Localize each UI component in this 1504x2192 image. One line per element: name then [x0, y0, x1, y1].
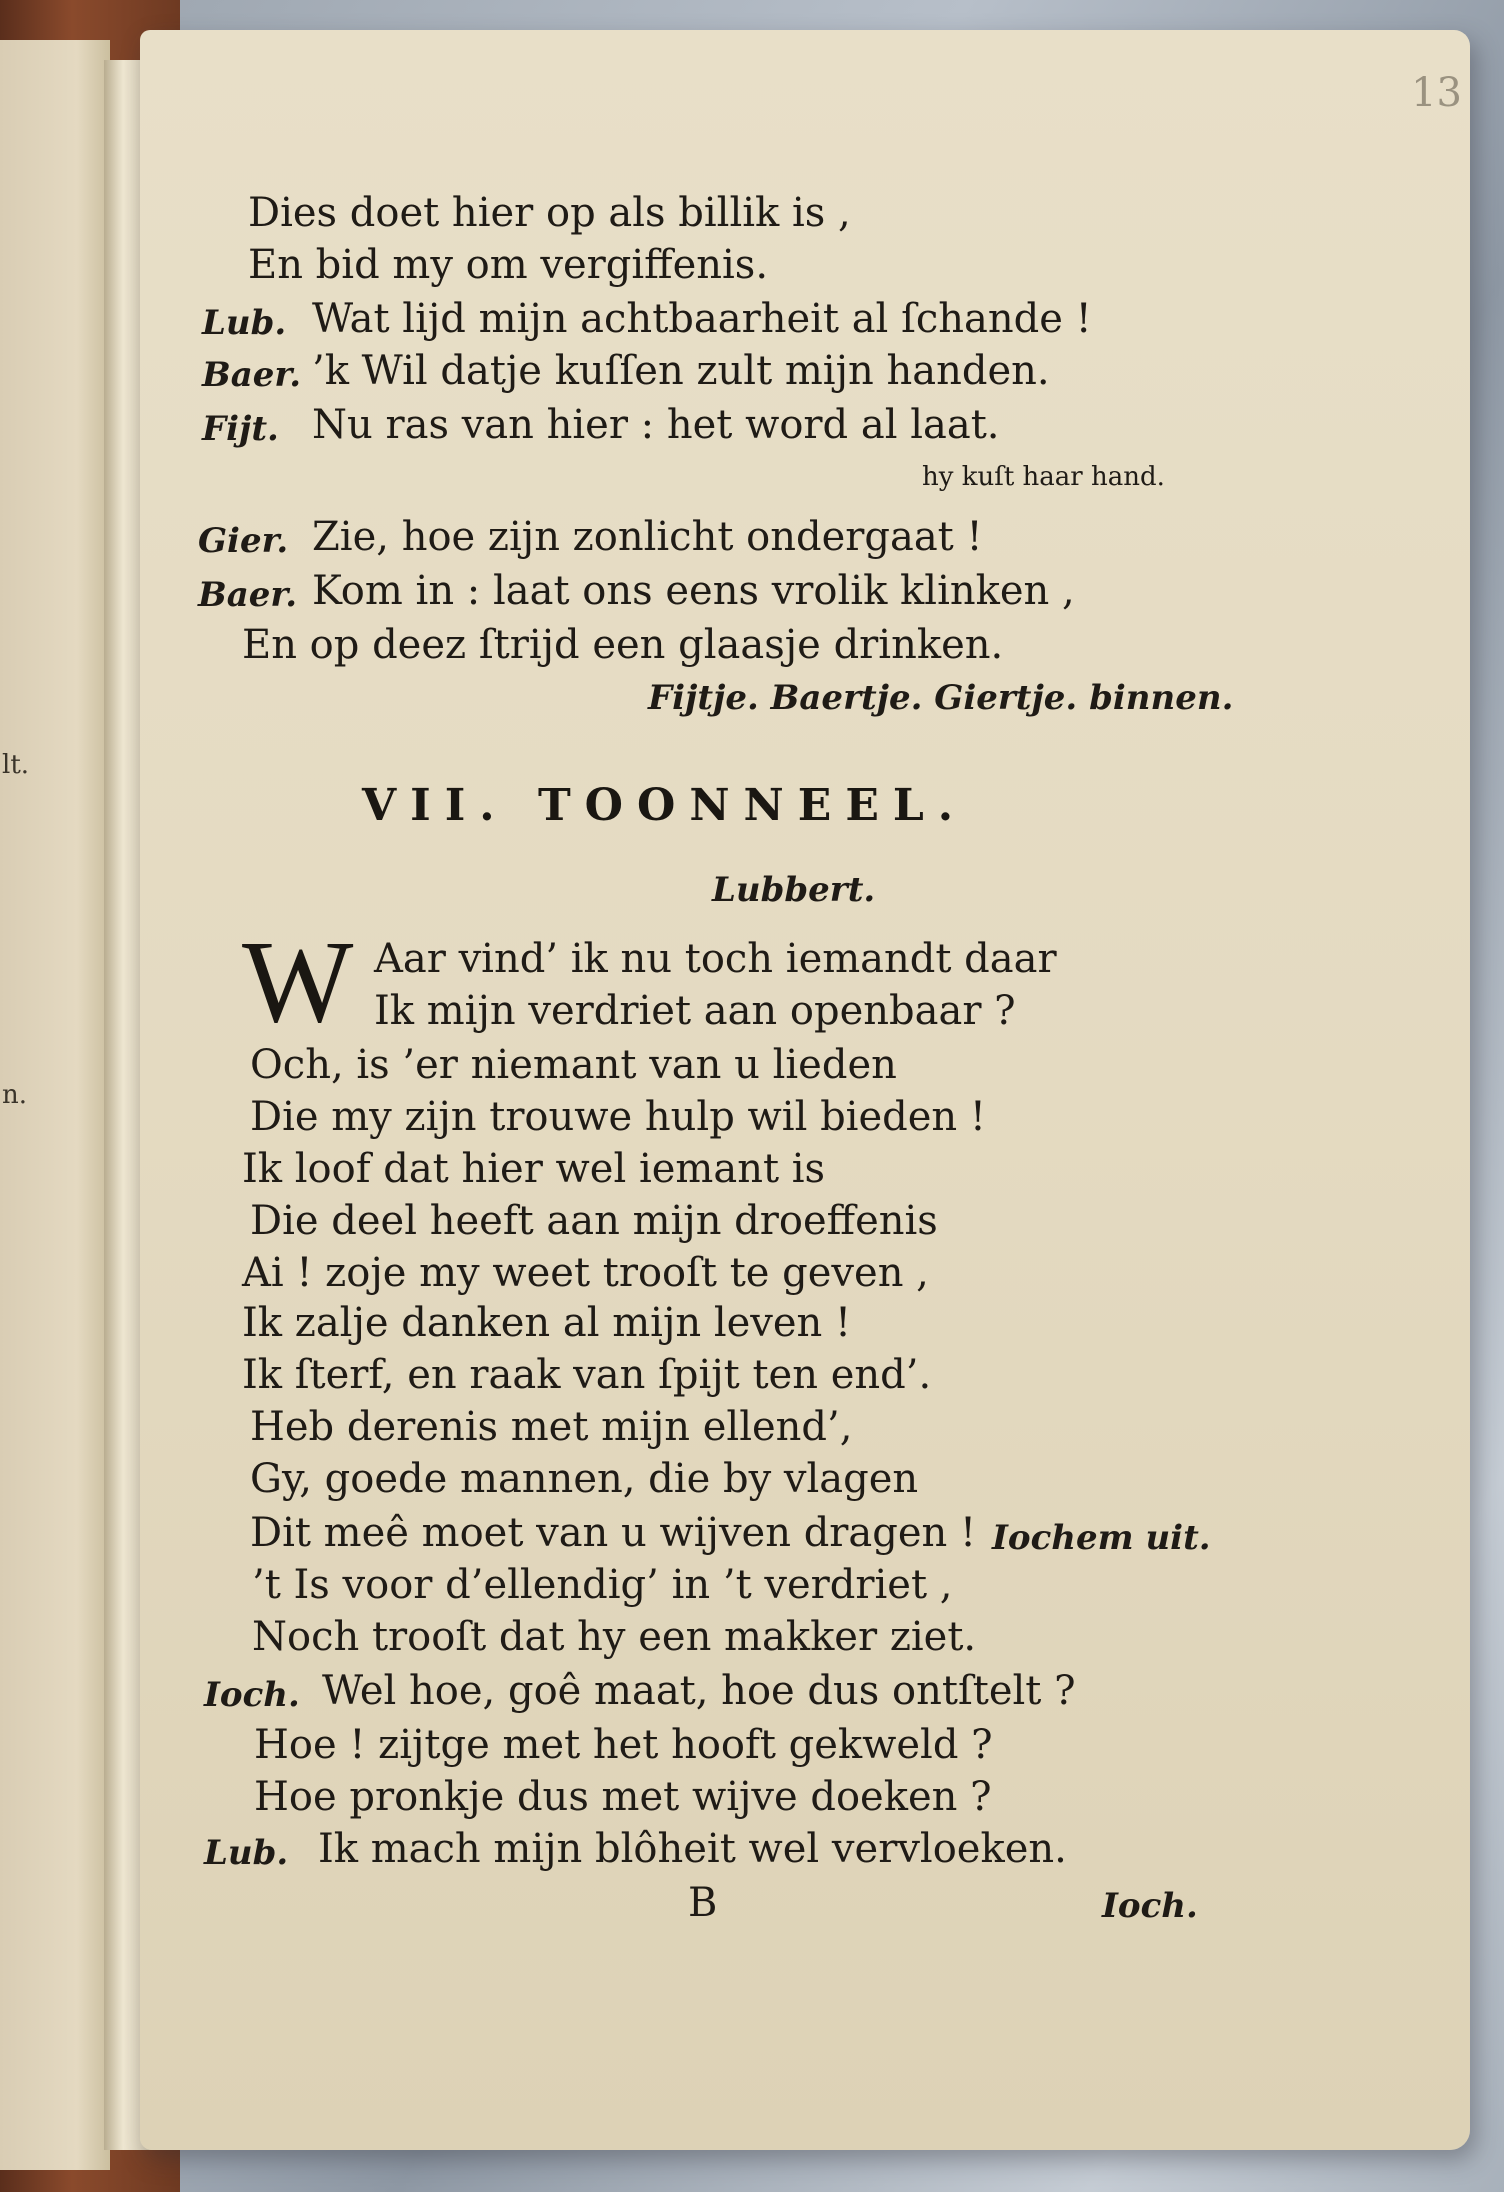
speaker-label: Ioch.: [204, 1675, 300, 1715]
verse-line: Noch trooſt dat hy een makker ziet.: [252, 1614, 977, 1660]
verse-line: Dies doet hier op als billik is ,: [248, 190, 851, 236]
verse-line: Ik ſterf, en raak van ſpijt ten end’.: [242, 1352, 932, 1398]
verse-line: Ai ! zoje my weet trooſt te geven ,: [242, 1250, 929, 1296]
verse-line: Nu ras van hier : het word al laat.: [312, 402, 1000, 448]
scene-heading: VII. TOONNEEL.: [362, 780, 968, 831]
speaker-label: Fijt.: [202, 409, 279, 449]
left-page: [0, 40, 110, 2170]
verse-line: En bid my om vergiffenis.: [248, 242, 769, 288]
stage-direction: Fijtje. Baertje. Giertje. binnen.: [648, 678, 1234, 718]
stage-direction: Iochem uit.: [992, 1518, 1211, 1558]
verse-line: Ik loof dat hier wel iemant is: [242, 1146, 826, 1192]
signature-mark: B: [688, 1880, 718, 1926]
verse-line: Ik mach mijn blôheit wel vervloeken.: [318, 1826, 1067, 1872]
verse-line: Die my zijn trouwe hulp wil bieden !: [250, 1094, 986, 1140]
left-page-fragment: n.: [2, 1080, 28, 1110]
verse-line: Die deel heeft aan mijn droeffenis: [250, 1198, 938, 1244]
verse-line: Dit meê moet van u wijven dragen !: [250, 1510, 977, 1556]
catchword: Ioch.: [1102, 1886, 1198, 1926]
stage-direction: hy kuſt haar hand.: [922, 462, 1165, 492]
verse-line: Ik zalje danken al mijn leven !: [242, 1300, 852, 1346]
verse-line: Wel hoe, goê maat, hoe dus ontſtelt ?: [322, 1668, 1076, 1714]
verse-line: Ik mijn verdriet aan openbaar ?: [374, 988, 1016, 1034]
verse-line: Hoe pronkje dus met wijve doeken ?: [254, 1774, 992, 1820]
verse-line: ’k Wil datje kuſſen zult mijn handen.: [312, 348, 1050, 394]
verse-line: ’t Is voor d’ellendig’ in ’t verdriet ,: [252, 1562, 953, 1608]
speaker-label: Baer.: [202, 355, 302, 395]
verse-line: En op deez ſtrijd een glaasje drinken.: [242, 622, 1004, 668]
verse-line: Aar vind’ ik nu toch iemandt daar: [374, 936, 1057, 982]
verse-line: Zie, hoe zijn zonlicht ondergaat !: [312, 514, 983, 560]
book-page: [140, 30, 1470, 2150]
speaker-label: Lub.: [204, 1833, 289, 1873]
verse-line: Gy, goede mannen, die by vlagen: [250, 1456, 919, 1502]
left-page-fragment: lt.: [2, 750, 30, 780]
scene-speaker: Lubbert.: [712, 870, 876, 910]
verse-line: Wat lijd mijn achtbaarheit al ſchande !: [312, 296, 1092, 342]
drop-cap: W: [242, 916, 354, 1047]
corner-mark: 13: [1411, 70, 1462, 116]
speaker-label: Gier.: [198, 521, 289, 561]
verse-line: Kom in : laat ons eens vrolik klinken ,: [312, 568, 1075, 614]
speaker-label: Baer.: [198, 575, 298, 615]
verse-line: Heb derenis met mijn ellend’,: [250, 1404, 853, 1450]
verse-line: Hoe ! zijtge met het hooft gekweld ?: [254, 1722, 993, 1768]
speaker-label: Lub.: [202, 303, 287, 343]
verse-line: Och, is ’er niemant van u lieden: [250, 1042, 897, 1088]
